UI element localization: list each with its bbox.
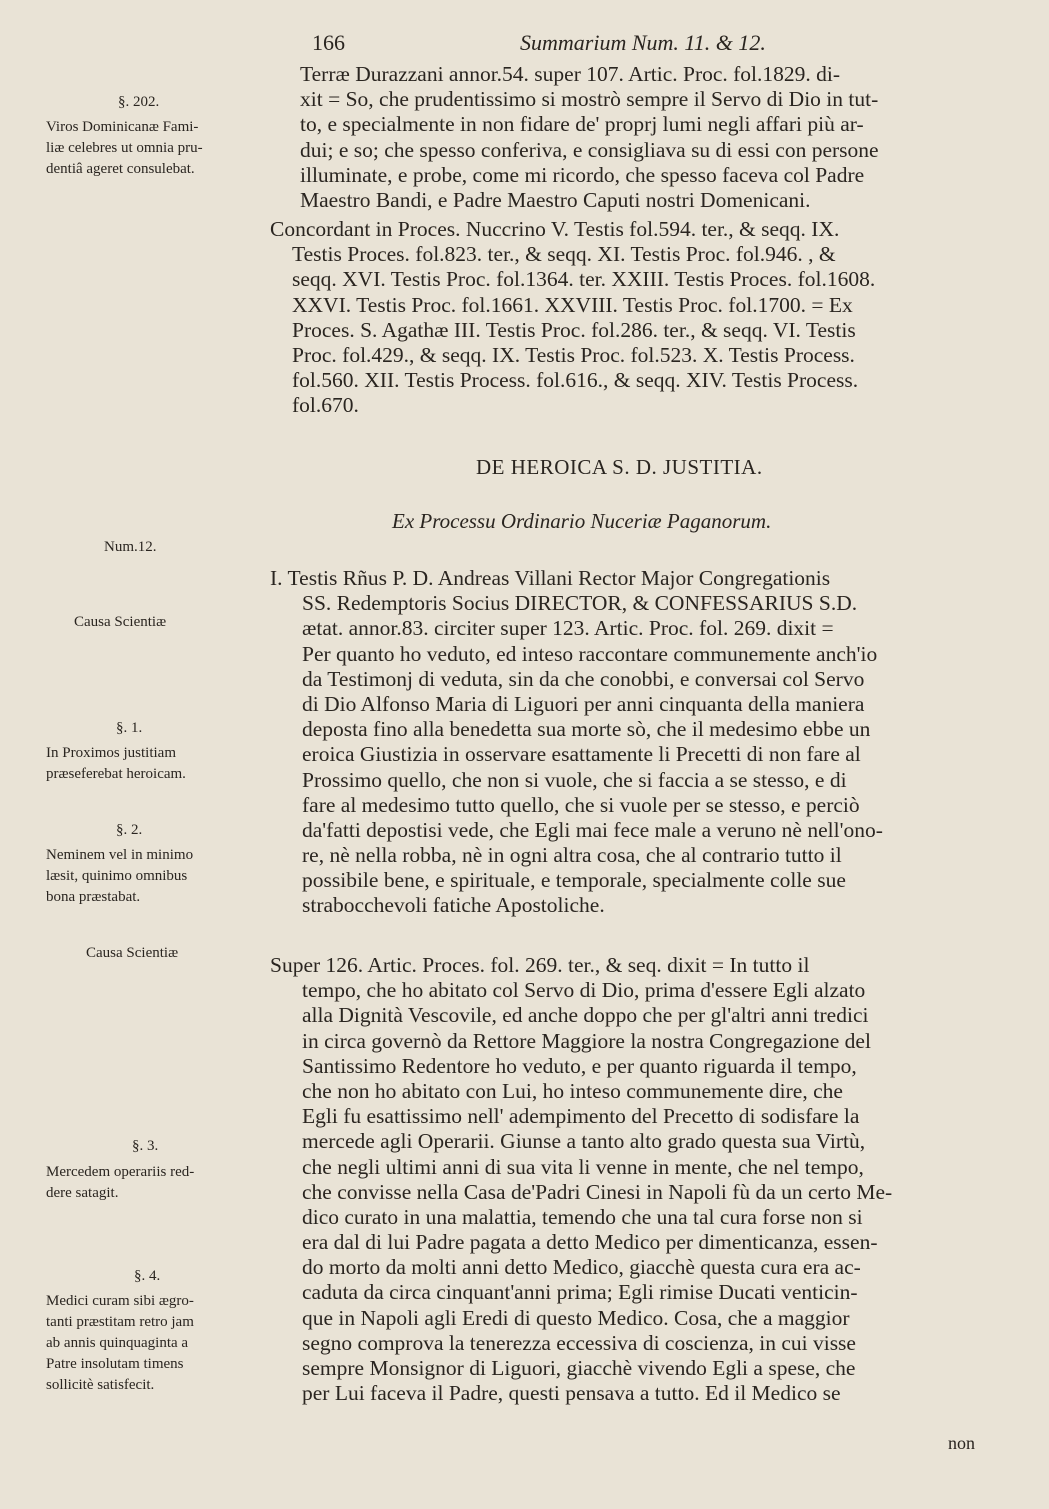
text-line: Per quanto ho veduto, ed inteso raccontare communemente anch'io [302, 641, 878, 666]
text-line: deposta fino alla benedetta sua morte sò, che il medesimo ebbe un [302, 717, 871, 742]
marginal-note-4 [46, 1291, 194, 1396]
marginal-causa-scientiae: Causa Scientiæ [74, 614, 167, 630]
note-line: Mercedem operariis red- [46, 1164, 195, 1180]
text-line: possibile bene, e spirituale, e temporale, specialmente colle sue [302, 868, 846, 893]
text-line: xit = So, che prudentissimo si mostrò sempre il Servo di Dio in tut- [300, 87, 879, 112]
text-line: Prossimo quello, che non si vuole, che si faccia a se stesso, e di [302, 767, 847, 792]
text-line: to, e specialmente in non fidare de' proprj lumi negli affari più ar- [300, 112, 864, 137]
note-line: ab annis quinquaginta a [46, 1335, 189, 1351]
note-line: In Proximos justitiam [46, 745, 177, 761]
marginal-section-1: §. 1. [116, 720, 143, 736]
marginal-section-3: §. 3. [132, 1138, 159, 1154]
page-number: 166 [312, 30, 345, 55]
text-line: re, nè nella robba, nè in ogni altra cosa, che al contrario tutto il [302, 843, 842, 868]
text-line: da Testimonj di veduta, sin da che conobbi, e conversai col Servo [302, 666, 865, 691]
text-line: Terræ Durazzani annor.54. super 107. Artic. Proc. fol.1829. di- [300, 62, 841, 86]
marginal-num-12: Num.12. [104, 539, 157, 555]
text-line: fol.560. XII. Testis Process. fol.616., & seqq. XIV. Testis Process. [292, 368, 859, 393]
text-line: fol.670. [292, 393, 359, 418]
note-line: dere satagit. [46, 1185, 119, 1201]
text-line: XXVI. Testis Proc. fol.1661. XXVIII. Testis Proc. fol.1700. = Ex [292, 292, 853, 317]
text-line: Proc. fol.429., & seqq. IX. Testis Proc. fol.523. X. Testis Process. [292, 342, 855, 367]
text-line: Super 126. Artic. Proces. fol. 269. ter., & seq. dixit = In tutto il [270, 953, 810, 977]
text-line: I. Testis Rñus P. D. Andreas Villani Rector Major Congregationis [270, 566, 831, 590]
text-line: mercede agli Operarii. Giunse a tanto alto grado questa sua Virtù, [302, 1129, 866, 1154]
note-line: sollicitè satisfecit. [46, 1377, 155, 1393]
marginal-note-2 [46, 845, 193, 908]
text-line: strabocchevoli fatiche Apostoliche. [302, 893, 605, 918]
marginal-section-202: §. 202. [118, 94, 160, 110]
section-subheading: Ex Processu Ordinario Nuceriæ Paganorum. [392, 509, 772, 533]
text-line: alla Dignità Vescovile, ed anche doppo che per gl'altri anni tredici [302, 1003, 869, 1028]
text-line: Proces. S. Agathæ III. Testis Proc. fol.286. ter., & seqq. VI. Testis [292, 317, 856, 342]
text-line: dui; e so; che spesso conferiva, e consigliava su di essi con persone [300, 137, 879, 162]
note-line: læsit, quinimo omnibus [46, 868, 188, 884]
testimony-first-witness [270, 566, 1010, 919]
text-line: tempo, che ho abitato col Servo di Dio, prima d'essere Egli alzato [302, 978, 866, 1003]
text-line: Santissimo Redentore ho veduto, e per quanto riguarda il tempo, [302, 1053, 857, 1078]
text-line: que in Napoli agli Eredi di questo Medico. Cosa, che a maggior [302, 1305, 850, 1330]
text-line: eroica Giustizia in osservare esattamente li Precetti di non fare al [302, 742, 861, 767]
text-line: segno comprova la tenerezza eccessiva di coscienza, in cui visse [302, 1330, 856, 1355]
note-line: bona præstabat. [46, 889, 141, 905]
text-line: illuminate, e probe, come mi ricordo, che spesso faceva col Padre [300, 162, 865, 187]
text-line: da'fatti depostisi vede, che Egli mai fece male a veruno nè nell'ono- [302, 817, 883, 842]
section-heading: DE HEROICA S. D. JUSTITIA. [476, 455, 763, 479]
marginal-note-1 [46, 743, 186, 785]
text-line: in circa governò da Rettore Maggiore la nostra Congregazione del [302, 1028, 871, 1053]
marginal-note-3 [46, 1162, 194, 1204]
catchword: non [948, 1433, 975, 1453]
text-line: era dal di lui Padre pagata a detto Medico per dimenticanza, essen- [302, 1230, 878, 1255]
text-line: di Dio Alfonso Maria di Liguori per anni cinquanta della maniera [302, 691, 865, 716]
marginal-causa-scientiae-2: Causa Scientiæ [86, 945, 179, 961]
concordant-references [270, 217, 1010, 419]
text-line: do morto da molti anni detto Medico, giacchè questa cura era ac- [302, 1255, 861, 1280]
text-line: caduta da circa cinquant'anni prima; Egli rimise Ducati venticin- [302, 1280, 858, 1305]
text-line: che negli ultimi anni di sua vita li venne in mente, che nel tempo, [302, 1154, 864, 1179]
text-line: sempre Monsignor di Liguori, giacchè vivendo Egli a spese, che [302, 1356, 856, 1380]
note-line: liæ celebres ut omnia pru- [46, 140, 203, 156]
text-line: per Lui faceva il Padre, questi pensava a tutto. Ed il Medico se [302, 1381, 841, 1406]
note-line: tanti præstitam retro jam [46, 1314, 194, 1330]
marginal-section-4: §. 4. [134, 1268, 161, 1284]
note-line: dentiâ ageret consulebat. [46, 161, 195, 177]
text-line: Egli fu esattissimo nell' adempimento del Precetto di sodisfare la [302, 1104, 860, 1129]
text-line: fare al medesimo tutto quello, che si vuole per se stesso, e perciò [302, 792, 860, 817]
text-line: SS. Redemptoris Socius DIRECTOR, & CONFESSARIUS S.D. [302, 591, 858, 616]
note-line: Viros Dominicanæ Fami- [46, 119, 199, 135]
marginal-section-2: §. 2. [116, 822, 143, 838]
text-line: seqq. XVI. Testis Proc. fol.1364. ter. XXIII. Testis Proces. fol.1608. [292, 267, 876, 292]
text-line: che non ho abitato con Lui, ho inteso communemente dire, che [302, 1078, 843, 1103]
text-line: Concordant in Proces. Nuccrino V. Testis fol.594. ter., & seqq. IX. [270, 217, 840, 241]
text-line: Testis Proces. fol.823. ter., & seqq. XI. Testis Proc. fol.946. , & [292, 242, 836, 267]
running-head: Summarium Num. 11. & 12. [520, 30, 766, 55]
deposition-continuation [270, 62, 1010, 213]
marginal-note-202 [46, 117, 203, 180]
text-line: ætat. annor.83. circiter super 123. Artic. Proc. fol. 269. dixit = [302, 616, 834, 641]
note-line: Patre insolutam timens [46, 1356, 184, 1372]
text-line: dico curato in una malattia, temendo che una tal cura forse non si [302, 1204, 863, 1229]
testimony-super-126 [270, 953, 1010, 1406]
note-line: præseferebat heroicam. [46, 766, 186, 782]
text-line: che convisse nella Casa de'Padri Cinesi in Napoli fù da un certo Me- [302, 1179, 893, 1204]
note-line: Medici curam sibi ægro- [46, 1293, 194, 1309]
text-line: Maestro Bandi, e Padre Maestro Caputi nostri Domenicani. [300, 187, 811, 212]
note-line: Neminem vel in minimo [46, 847, 194, 863]
